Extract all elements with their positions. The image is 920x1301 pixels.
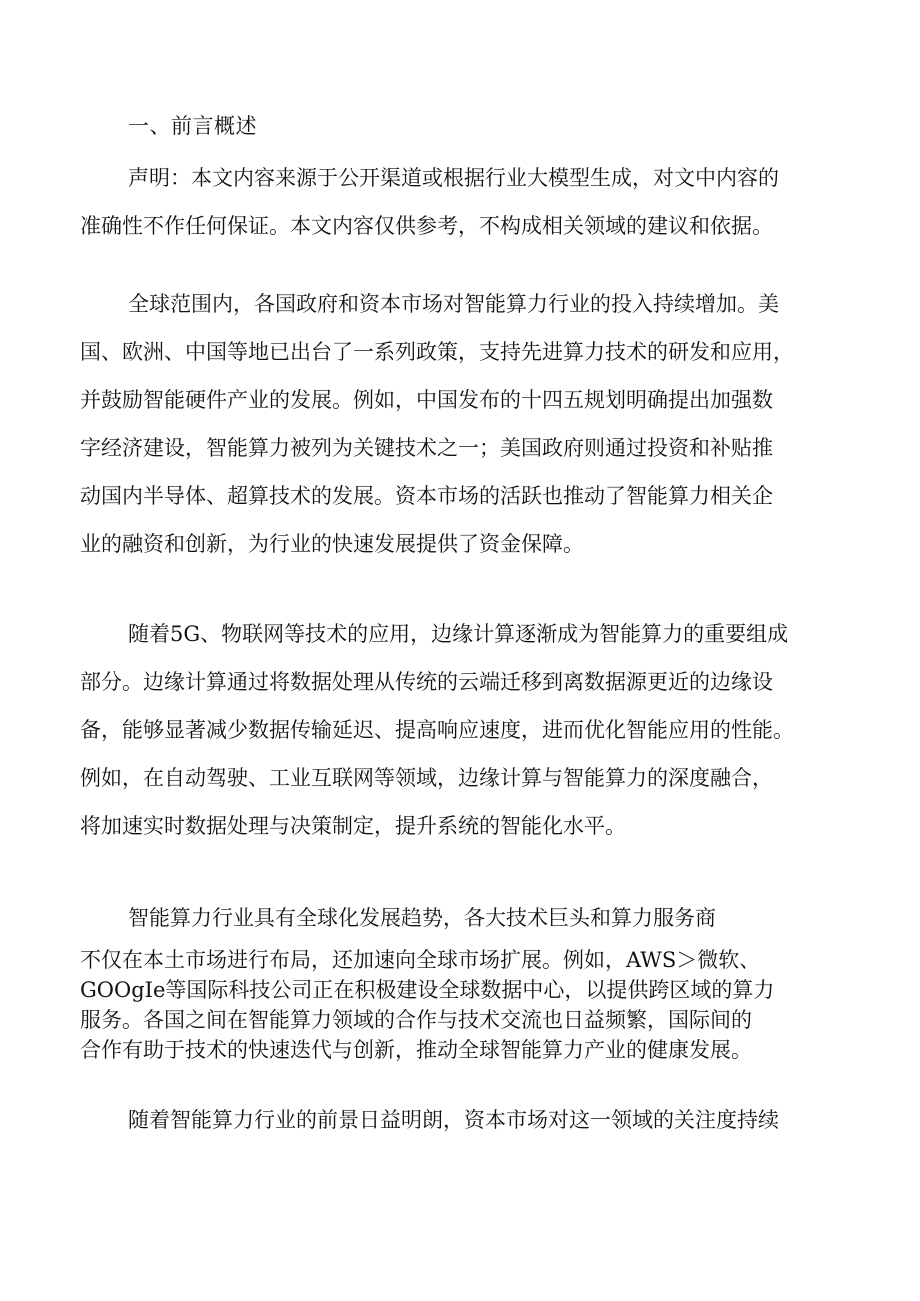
paragraph-line: 部分。边缘计算通过将数据处理从传统的云端迁移到离数据源更近的边缘设 xyxy=(80,670,773,694)
paragraph-line: 准确性不作任何保证。本文内容仅供参考，不构成相关领域的建议和依据。 xyxy=(80,214,773,238)
paragraph-line: 随着5G、物联网等技术的应用，边缘计算逐渐成为智能算力的重要组成 xyxy=(128,622,789,646)
paragraph-line: 不仅在本土市场进行布局，还加速向全球市场扩展。例如，AWS＞微软、 xyxy=(80,948,761,972)
paragraph-line: 动国内半导体、超算技术的发展。资本市场的活跃也推动了智能算力相关企 xyxy=(80,484,773,508)
capital-market-paragraph xyxy=(80,1096,850,1144)
paragraph-line: GOOgIe等国际科技公司正在积极建设全球数据中心，以提供跨区域的算力 xyxy=(80,978,775,1002)
paragraph-line: 智能算力行业具有全球化发展趋势，各大技术巨头和算力服务商 xyxy=(128,906,716,930)
globalization-intro-paragraph xyxy=(80,894,850,942)
paragraph-line: 全球范围内，各国政府和资本市场对智能算力行业的投入持续增加。美 xyxy=(128,292,779,316)
global-investment-paragraph xyxy=(80,280,850,568)
paragraph-line: 国、欧洲、中国等地已出台了一系列政策，支持先进算力技术的研发和应用， xyxy=(80,340,794,364)
paragraph-line: 服务。各国之间在智能算力领域的合作与技术交流也日益频繁，国际间的 xyxy=(80,1008,752,1032)
paragraph-line: 业的融资和创新，为行业的快速发展提供了资金保障。 xyxy=(80,532,584,556)
paragraph-line: 并鼓励智能硬件产业的发展。例如，中国发布的十四五规划明确提出加强数 xyxy=(80,388,773,412)
disclaimer-paragraph xyxy=(80,154,850,250)
edge-computing-paragraph xyxy=(80,610,850,850)
paragraph-line: 将加速实时数据处理与决策制定，提升系统的智能化水平。 xyxy=(80,814,626,838)
globalization-paragraph xyxy=(80,945,850,1065)
paragraph-line: 例如，在自动驾驶、工业互联网等领域，边缘计算与智能算力的深度融合， xyxy=(80,766,773,790)
paragraph-line: 声明：本文内容来源于公开渠道或根据行业大模型生成，对文中内容的 xyxy=(128,166,779,190)
section-heading: 一、前言概述 xyxy=(128,114,257,138)
paragraph-line: 合作有助于技术的快速迭代与创新，推动全球智能算力产业的健康发展。 xyxy=(80,1038,752,1062)
paragraph-line: 备，能够显著减少数据传输延迟、提高响应速度，进而优化智能应用的性能。 xyxy=(80,718,794,742)
paragraph-line: 字经济建设，智能算力被列为关键技术之一；美国政府则通过投资和补贴推 xyxy=(80,436,773,460)
paragraph-line: 随着智能算力行业的前景日益明朗，资本市场对这一领域的关注度持续 xyxy=(128,1108,779,1132)
